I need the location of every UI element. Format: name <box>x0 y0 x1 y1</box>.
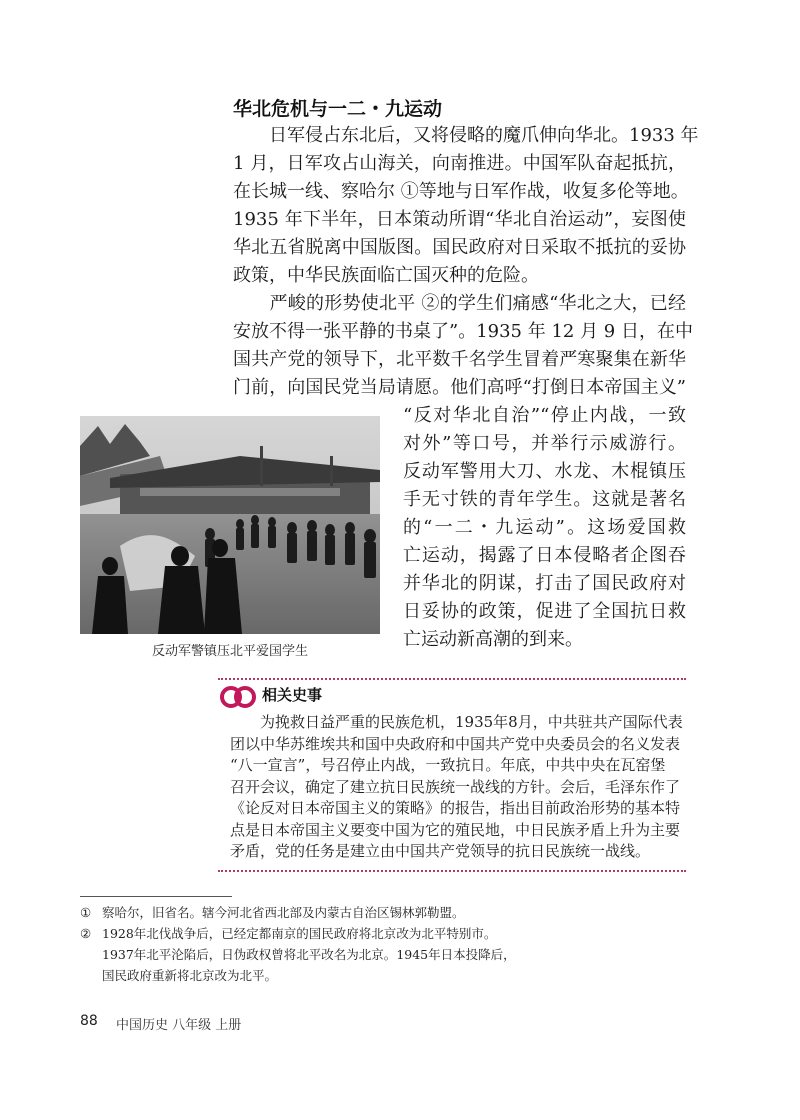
paragraph-1 <box>233 122 699 290</box>
footnote-marker: ② <box>80 926 92 941</box>
footnote-text: 1928年北伐战争后，已经定都南京的国民政府将北京改为北平特别市。 <box>102 926 497 941</box>
paragraph-line: 国共产党的领导下，北平数千名学生冒着严寒聚集在新华 <box>233 349 686 370</box>
paragraph-line: 手无寸铁的青年学生。这就是著名 <box>403 489 686 510</box>
paragraph-line: 安放不得一张平静的书桌了”。1935 年 12 月 9 日，在中 <box>233 321 693 342</box>
sidebar-line: 矛盾，党的任务是建立由中国共产党领导的抗日民族统一战线。 <box>230 842 651 860</box>
sidebar-line: 《论反对日本帝国主义的策略》的报告，指出目前政治形势的基本特 <box>230 799 681 817</box>
paragraph-line: “反对华北自治”“停止内战，一致 <box>403 405 686 426</box>
historical-photo <box>80 416 380 634</box>
sidebar-title: 相关史事 <box>262 686 323 704</box>
footnote-2 <box>80 923 516 944</box>
sidebar-line: 召开会议，确定了建立抗日民族统一战线的方针。会后，毛泽东作了 <box>230 777 681 796</box>
footnotes <box>80 902 516 986</box>
footnote-2-cont: 国民政府重新将北京改为北平。 <box>102 968 278 983</box>
paragraph-line: 门前，向国民党当局请愿。他们高呼“打倒日本帝国主义” <box>233 377 686 398</box>
paragraph-2-side <box>403 402 686 654</box>
footnote-2-cont: 1937年北平沦陷后，日伪政权曾将北平改名为北京。1945年日本投降后， <box>102 947 516 962</box>
paragraph-2-top <box>233 290 693 402</box>
paragraph-line: 亡运动新高潮的到来。 <box>403 629 583 650</box>
footnote-rule <box>80 896 232 897</box>
footnote-1 <box>80 902 516 923</box>
footnote-marker: ① <box>80 905 92 920</box>
paragraph-line: 的“一二・九运动”。这场爱国救 <box>403 517 686 538</box>
sidebar-line: “八一宣言”，号召停止内战，一致抗日。年底，中共中央在瓦窑堡 <box>230 756 666 774</box>
book-title: 中国历史 八年级 上册 <box>116 1018 242 1033</box>
paragraph-line: 并华北的阴谋，打击了国民政府对 <box>403 573 686 594</box>
section-heading: 华北危机与一二・九运动 <box>233 98 443 120</box>
photo-caption: 反动军警镇压北平爱国学生 <box>151 644 308 659</box>
sidebar-line: 点是日本帝国主义要变中国为它的殖民地，中日民族矛盾上升为主要 <box>230 820 681 839</box>
page-number: 88 <box>80 1013 98 1029</box>
paragraph-line: 1 月，日军攻占山海关，向南推进。中国军队奋起抵抗， <box>233 153 686 174</box>
sidebar-line: 为挽救日益严重的民族危机，1935年8月，中共驻共产国际代表 <box>230 713 683 731</box>
paragraph-line: 日军侵占东北后，又将侵略的魔爪伸向华北。1933 年 <box>233 125 699 146</box>
paragraph-line: 政策，中华民族面临亡国灭种的危险。 <box>233 265 539 286</box>
paragraph-line: 华北五省脱离中国版图。国民政府对日采取不抵抗的妥协 <box>233 237 686 258</box>
paragraph-line: 反动军警用大刀、水龙、木棍镇压 <box>403 461 686 482</box>
sidebar-top-rule <box>218 678 686 680</box>
paragraph-line: 严峻的形势使北平 ②的学生们痛感“华北之大，已经 <box>233 293 686 314</box>
sidebar-bottom-rule <box>218 870 686 872</box>
paragraph-line: 1935 年下半年，日本策动所谓“华北自治运动”，妄图使 <box>233 209 686 230</box>
related-history-icon <box>220 683 256 711</box>
paragraph-line: 亡运动，揭露了日本侵略者企图吞 <box>403 545 686 566</box>
sidebar-body <box>230 712 683 863</box>
paragraph-line: 对外”等口号，并举行示威游行。 <box>403 433 686 454</box>
footnote-text: 察哈尔，旧省名。辖今河北省西北部及内蒙古自治区锡林郭勒盟。 <box>102 905 465 920</box>
paragraph-line: 在长城一线、察哈尔 ①等地与日军作战，收复多伦等地。 <box>233 181 689 202</box>
paragraph-line: 日妥协的政策，促进了全国抗日救 <box>403 601 686 622</box>
sidebar-line: 团以中华苏维埃共和国中央政府和中国共产党中央委员会的名义发表 <box>230 734 681 753</box>
